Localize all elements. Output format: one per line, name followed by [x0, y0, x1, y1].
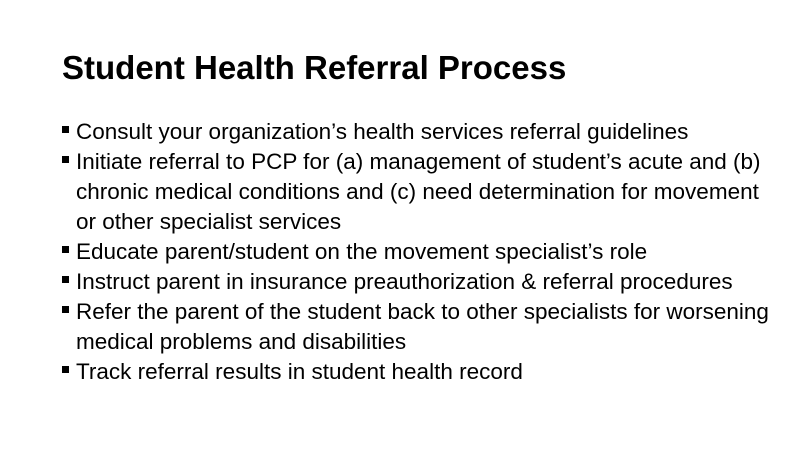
bullet-text: Initiate referral to PCP for (a) management of student’s acute and (b) chronic medical conditions and (c) need determination for movement or other specialist services [76, 149, 761, 234]
bullet-text: Instruct parent in insurance preauthorization & referral procedures [76, 269, 733, 294]
square-bullet-icon [62, 126, 69, 133]
square-bullet-icon [62, 246, 69, 253]
square-bullet-icon [62, 306, 69, 313]
bullet-item [62, 357, 782, 387]
square-bullet-icon [62, 366, 69, 373]
slide-title: Student Health Referral Process [62, 49, 567, 86]
square-bullet-icon [62, 156, 69, 163]
square-bullet-icon [62, 276, 69, 283]
bullet-list [62, 117, 782, 387]
bullet-text: Track referral results in student health record [76, 359, 523, 384]
bullet-item [62, 117, 782, 147]
bullet-item [62, 267, 782, 297]
bullet-text: Refer the parent of the student back to other specialists for worsening medical problems and disabilities [76, 299, 769, 354]
bullet-text: Educate parent/student on the movement specialist’s role [76, 239, 648, 264]
bullet-text: Consult your organization’s health services referral guidelines [76, 119, 689, 144]
bullet-item [62, 237, 782, 267]
bullet-item [62, 147, 782, 237]
bullet-item [62, 297, 782, 357]
